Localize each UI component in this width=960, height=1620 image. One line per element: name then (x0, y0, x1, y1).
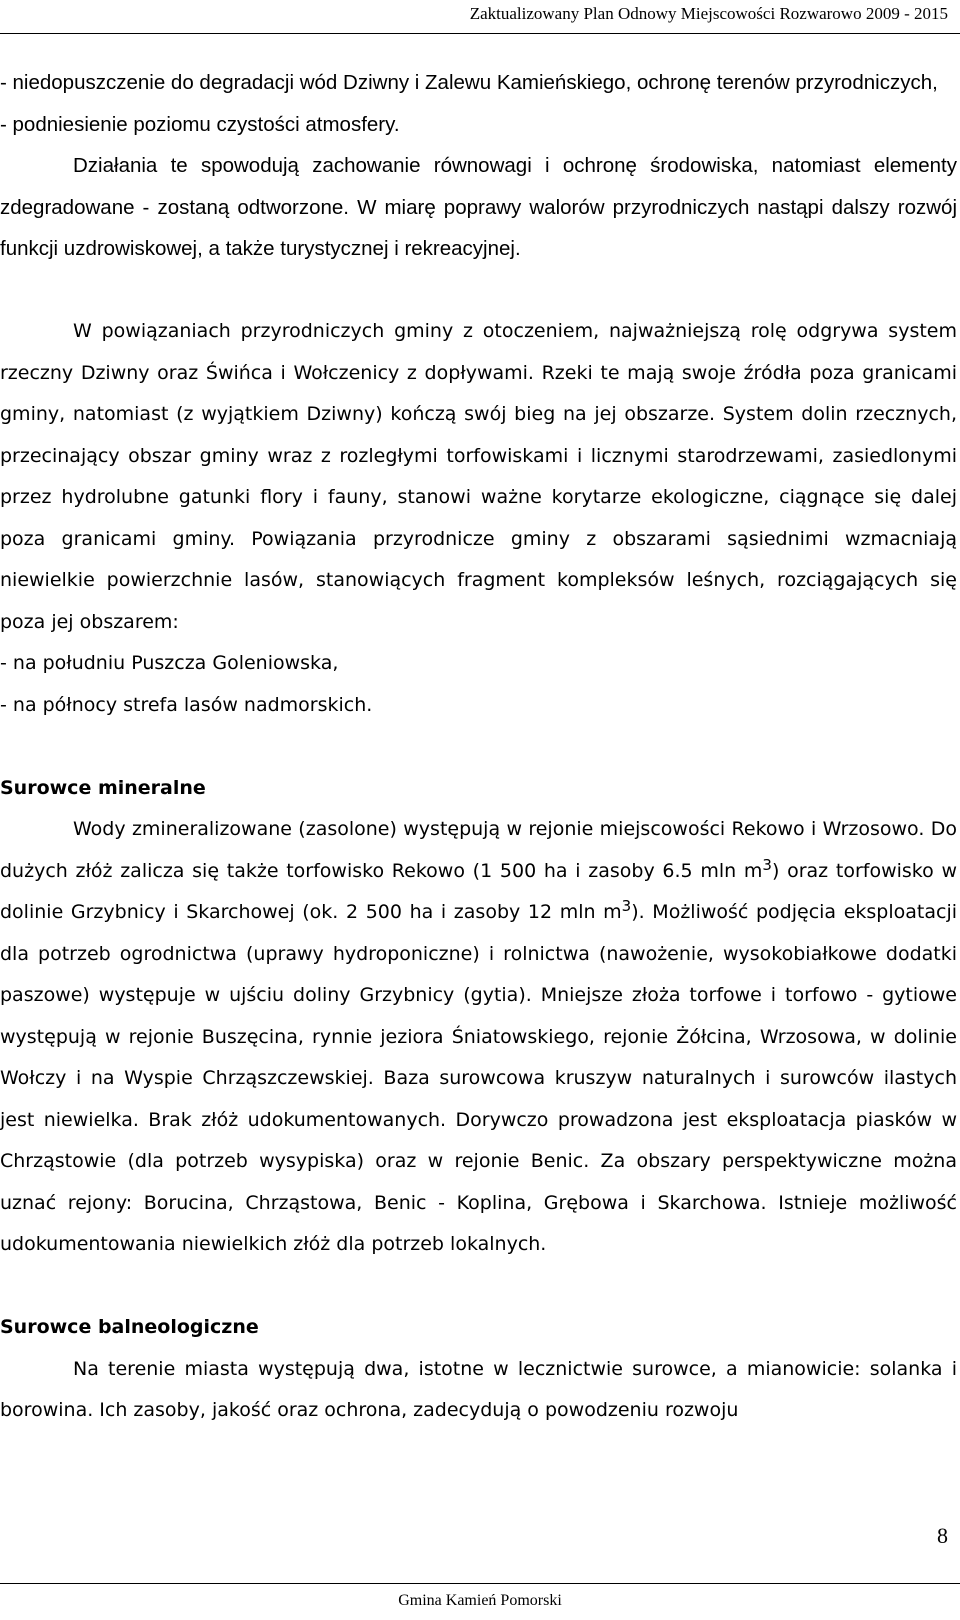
list-item: - na północy strefa lasów nadmorskich. (0, 693, 373, 716)
paragraph-actions: Działania te spowodują zachowanie równowagi i ochronę środowiska, natomiast elementy zdegradowane - zostaną odtworzone. W miarę poprawy walorów przyrodniczych nastąpi dalszy rozwój funkcji uzdrowiskowej, a także turystycznej i rekreacyjnej. (0, 154, 957, 260)
list-item: - na południu Puszcza Goleniowska, (0, 652, 339, 674)
list-item: - niedopuszczenie do degradacji wód Dziwny i Zalewu Kamieńskiego, ochronę terenów przyrodniczych, (0, 71, 938, 94)
minerals-text-part1: Wody zmineralizowane (zasolone) występują w rejonie miejscowości Rekowo i Wrzosowo. Do dużych złóż zalicza się także torfowisko Rekowo (1 500 ha i zasoby 6.5 mln m (0, 818, 957, 882)
section-heading-text: Surowce balneologiczne (0, 1316, 259, 1338)
header-title: Zaktualizowany Plan Odnowy Miejscowości Rozwarowo 2009 - 2015 (469, 4, 948, 23)
section-heading-balneo (0, 1307, 957, 1349)
superscript: 3 (762, 855, 772, 874)
minerals-text-part3: ). Możliwość podjęcia eksploatacji dla potrzeb ogrodnictwa (uprawy hydroponiczne) i rolnictwa (nawożenie, wysokobiałkowe dodatki paszowe) występuje w ujściu doliny Grzybnicy (gytia). Mniejsze złoża torfowe i torfowo - gytiowe występują w rejonie Buszęcina, rynnie jeziora Śniatowskiego, rejonie Żółcina, Wrzosowa, w dolinie Wołczy i na Wyspie Chrząszczewskiej. Baza surowcowa kruszyw naturalnych i surowców ilastych jest niewielka. Brak złóż udokumentowanych. Dorywczo prowadzona jest eksploatacja piasków w Chrząstowie (dla potrzeb wysypiska) oraz w rejonie Benic. Za obszary perspektywiczne można uznać rejony: Borucina, Chrząstowa, Benic - Koplina, Grębowa i Skarchowa. Istnieje możliwość udokumentowania niewielkich złóż dla potrzeb lokalnych. (0, 901, 957, 1255)
footer-divider (0, 1583, 960, 1584)
paragraph-balneo: Na terenie miasta występują dwa, istotne w lecznictwie surowce, a mianowicie: solanka i borowina. Ich zasoby, jakość oraz ochrona, zadecydują o powodzeniu rozwoju (0, 1357, 957, 1421)
superscript: 3 (621, 897, 632, 915)
header-divider (0, 33, 960, 34)
section-heading-text: Surowce mineralne (0, 776, 206, 799)
document-body (0, 62, 957, 1432)
footer-text: Gmina Kamień Pomorski (398, 1592, 562, 1609)
section-heading-minerals (0, 768, 957, 810)
list-item: - podniesienie poziomu czystości atmosfery. (0, 112, 400, 136)
minerals-text-part2: ) oraz torfowisko w dolinie Grzybnicy i Skarchowej (ok. 2 500 ha i zasoby 12 mln m (0, 859, 957, 923)
paragraph-natural-links: W powiązaniach przyrodniczych gminy z otoczeniem, najważniejszą rolę odgrywa system rzeczny Dziwny oraz Świńca i Wołczenicy z dopływami. Rzeki te mają swoje źródła poza granicami gminy, natomiast (z wyjątkiem Dziwny) kończą swój bieg na jej obszarze. System dolin rzecznych, przecinający obszar gminy wraz z rozległymi torfowiskami i licznymi starodrzewami, zasiedlonymi przez hydrolubne gatunki flory i fauny, stanowi ważne korytarze ekologiczne, ciągnące się dalej poza granicami gminy. Powiązania przyrodnicze gminy z obszarami sąsiednimi wzmacniają niewielkie powierzchnie lasów, stanowiących fragment kompleksów leśnych, rozciągających się poza jej obszarem: (0, 320, 957, 633)
paragraph-minerals (0, 809, 957, 1266)
page-number: 8 (937, 1523, 948, 1548)
